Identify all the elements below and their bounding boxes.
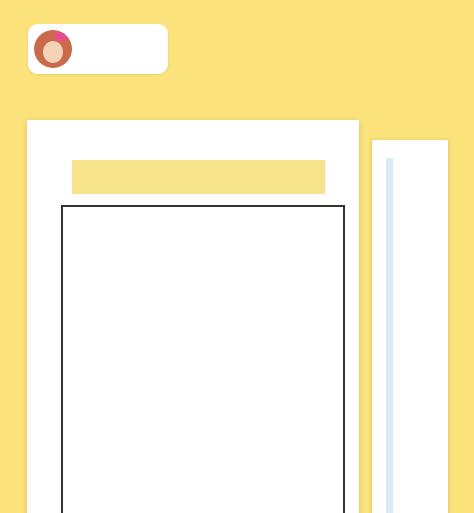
chart-thumbnail — [372, 140, 448, 513]
phonics-grid — [61, 205, 345, 513]
thumbnail-letter-column — [386, 158, 393, 513]
poster-logo-left — [35, 128, 73, 152]
girl-avatar-icon — [34, 30, 72, 68]
poster-title-highlight — [72, 160, 325, 194]
poster — [27, 120, 359, 513]
brand-logo-card — [28, 24, 168, 74]
